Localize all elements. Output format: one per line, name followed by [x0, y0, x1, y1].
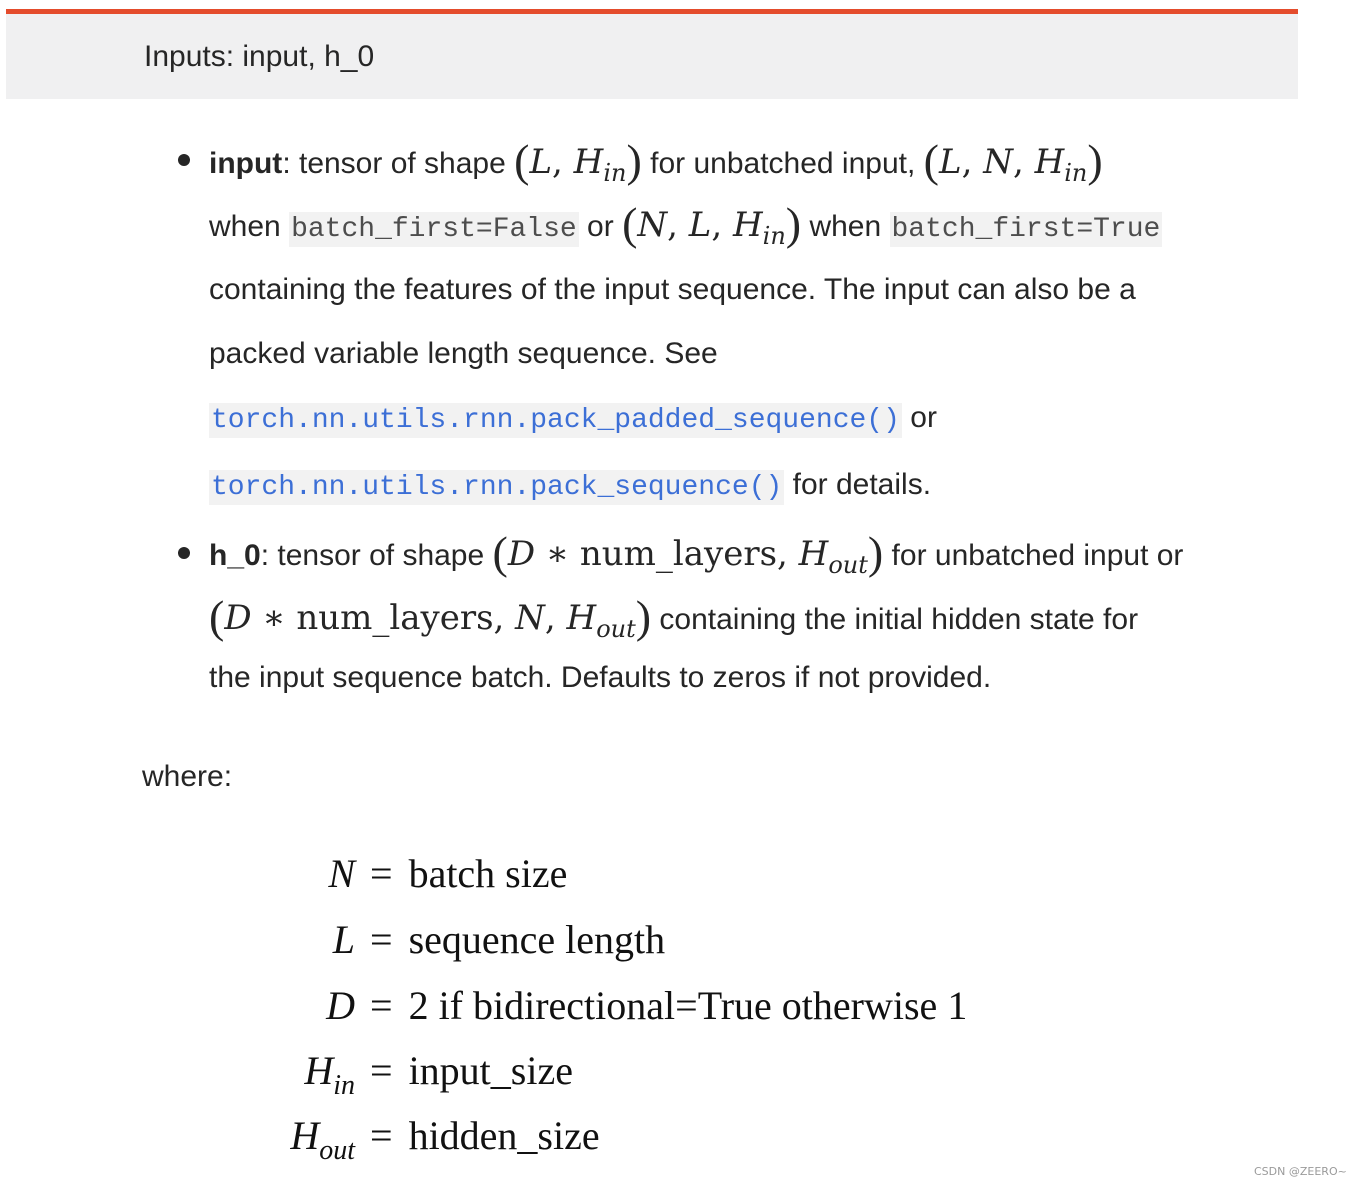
math-shape: (D ∗ num_layers, $H_{out}$) [492, 527, 884, 579]
param-name: h_0 [209, 539, 261, 572]
math-shape: (D ∗ num_layers, N, $H_{out}$) [209, 591, 652, 643]
definition-symbol: L [332, 917, 355, 962]
list-item-input-line-4: packed variable length sequence. See [209, 337, 718, 370]
math-shape: (L, $H_{in}$) [514, 135, 642, 187]
bullet-dot [178, 154, 190, 166]
inline-code: batch_first=False [291, 214, 577, 245]
list-item-input-line-1: input: tensor of shape (L, $H_{in}$) for unbatched input, (L, N, $H_{in}$) [209, 135, 1103, 187]
list-item-input-line-6: torch.nn.utils.rnn.pack_sequence() for details. [211, 468, 932, 503]
list-item-input-line-2: when batch_first=False or (N, L, $H_{in}$) when batch_first=True [209, 198, 1161, 250]
watermark: CSDN @ZEERO~ [1254, 1165, 1347, 1178]
bullet-dot [178, 547, 190, 559]
definition-symbol: N [328, 851, 355, 896]
pack-sequence-link[interactable]: torch.nn.utils.rnn.pack_sequence() [211, 472, 783, 503]
section-title: Inputs: input, h_0 [144, 40, 375, 73]
where-label: where: [142, 760, 233, 793]
math-shape: (N, L, $H_{in}$) [622, 198, 802, 250]
definition-symbol: D [326, 983, 355, 1028]
list-item-h0-line-3: the input sequence batch. Defaults to zeros if not provided. [209, 661, 992, 694]
math-shape: (L, N, $H_{in}$) [923, 135, 1103, 187]
list-item-h0-line-1: h_0: tensor of shape (D ∗ num_layers, $H_{out}$) for unbatched input or [209, 527, 1184, 579]
list-item-input-line-5: torch.nn.utils.rnn.pack_padded_sequence() or [211, 401, 937, 436]
list-item-h0-line-2: (D ∗ num_layers, N, $H_{out}$) containing the initial hidden state for [209, 591, 1139, 643]
pack-padded-sequence-link[interactable]: torch.nn.utils.rnn.pack_padded_sequence() [211, 405, 900, 436]
inline-code: batch_first=True [891, 214, 1161, 245]
definition-symbol: $H_{out}$ [290, 1113, 355, 1166]
list-item-input-line-3: containing the features of the input sequence. The input can also be a [209, 273, 1136, 306]
definition-symbol: $H_{in}$ [304, 1048, 355, 1101]
param-name: input [209, 147, 283, 180]
